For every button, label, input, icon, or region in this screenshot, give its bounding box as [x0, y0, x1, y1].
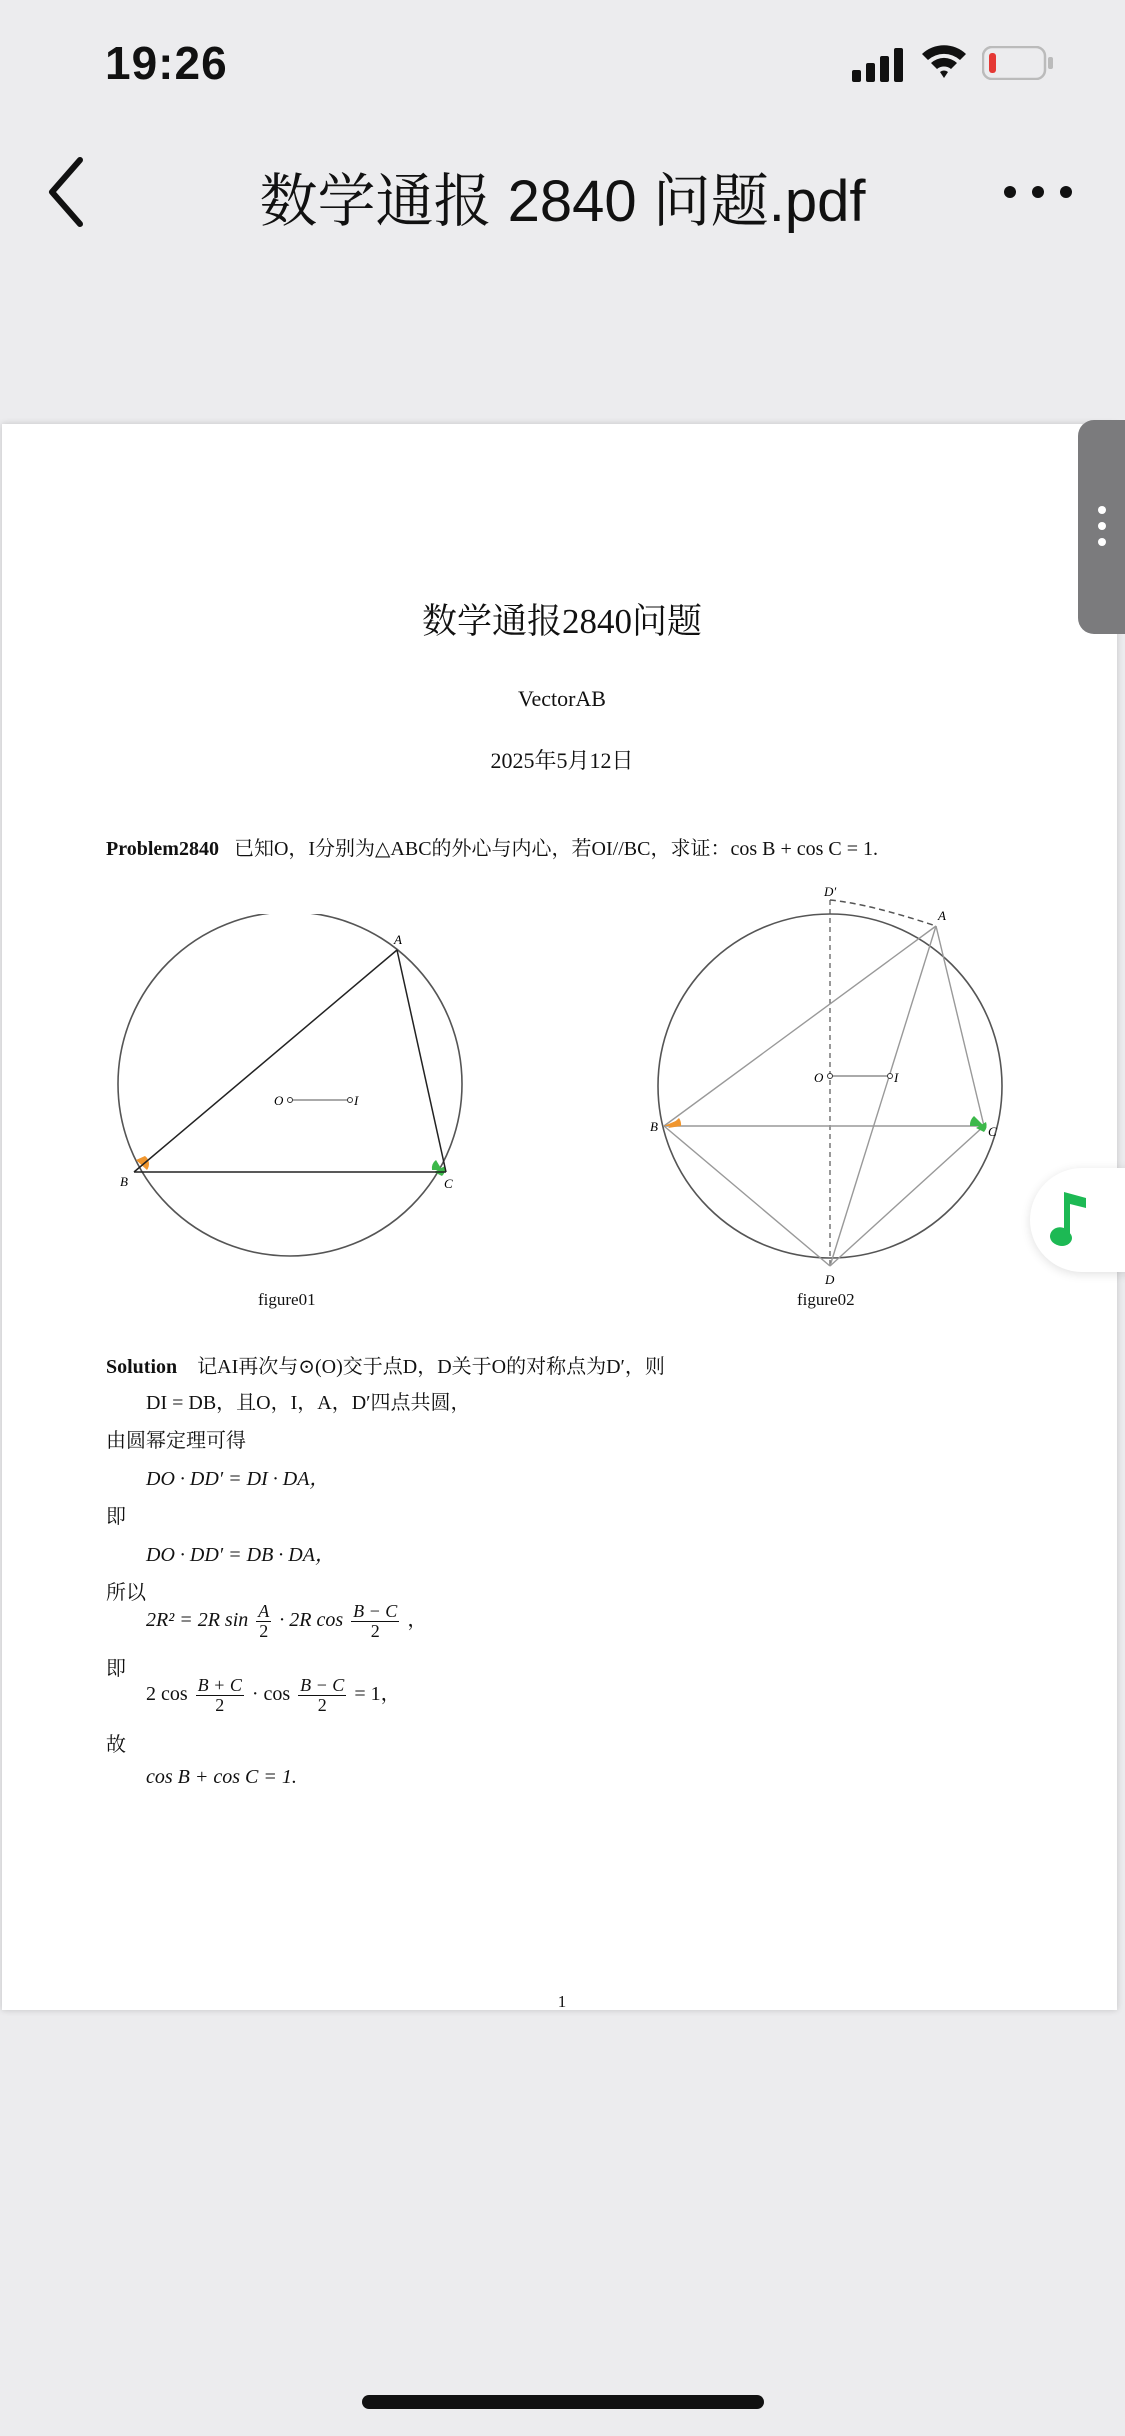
label-c2: C	[988, 1124, 997, 1139]
equation-1: DO · DD′ = DI · DA，	[146, 1468, 330, 1490]
document-title: 数学通报2840问题	[421, 602, 702, 641]
label-d2: D	[825, 1272, 835, 1286]
pdf-page[interactable]	[2, 424, 1117, 2010]
label-c: C	[444, 1176, 453, 1191]
label-a: A	[394, 932, 402, 947]
figure-01	[102, 914, 482, 1274]
word-suoyi: 所以	[106, 1582, 146, 1604]
status-bar	[0, 0, 1125, 130]
wifi-icon	[920, 42, 968, 80]
vertical-dots-icon	[1078, 420, 1125, 634]
problem-text: 已知O，I分别为△ABC的外心与内心，若OI//BC，求证：cos B + cos C = 1.	[233, 838, 879, 860]
solution-line-2: DI = DB，且O，I，A，D′四点共圆，	[146, 1392, 471, 1414]
word-gu: 故	[106, 1734, 126, 1756]
solution-label: Solution	[106, 1356, 178, 1378]
ellipsis-icon[interactable]	[1000, 180, 1080, 204]
label-a2: A	[938, 908, 946, 923]
solution-line-1: Solution 记AI再次与⊙(O)交于点D，D关于O的对称点为D′，则	[106, 1356, 665, 1378]
side-menu-tab[interactable]	[1078, 420, 1125, 634]
home-indicator[interactable]	[362, 2395, 764, 2409]
label-dp: D′	[824, 886, 837, 899]
status-time: 19:26	[105, 37, 228, 89]
label-b: B	[120, 1174, 128, 1189]
equation-5: cos B + cos C = 1.	[146, 1766, 297, 1788]
label-i2: I	[894, 1070, 899, 1085]
document-date: 2025年5月12日	[490, 748, 634, 773]
cellular-signal-icon	[852, 48, 906, 82]
label-i: I	[354, 1093, 359, 1108]
figure-02	[650, 886, 1020, 1286]
battery-low-icon	[982, 46, 1054, 80]
nav-bar	[0, 140, 1125, 240]
solution-line-3: 由圆幂定理可得	[106, 1430, 246, 1452]
problem-statement	[106, 832, 878, 861]
equation-3: 2R² = 2R sin $\frac{A}{2}$ · 2R cos $\frac{B - C}{2}$ ，	[146, 1601, 428, 1641]
equation-4: 2 cos $\frac{B + C}{2}$ · cos $\frac{B - C}{2}$ = 1，	[146, 1675, 401, 1715]
word-ji-2: 即	[106, 1658, 126, 1680]
figure-02-caption: figure02	[797, 1290, 855, 1309]
figure-01-caption: figure01	[258, 1290, 316, 1309]
problem-label: Problem2840	[106, 838, 219, 860]
document-author: VectorAB	[518, 686, 606, 711]
page-title: 数学通报 2840 问题.pdf	[259, 169, 866, 234]
music-note-icon	[1030, 1168, 1125, 1272]
label-o2: O	[814, 1070, 824, 1085]
label-b2: B	[650, 1119, 658, 1134]
word-ji-1: 即	[106, 1506, 126, 1528]
page-number: 1	[557, 1992, 567, 2011]
music-float-button[interactable]	[1030, 1168, 1125, 1272]
label-o: O	[274, 1093, 284, 1108]
equation-2: DO · DD′ = DB · DA，	[146, 1544, 335, 1566]
